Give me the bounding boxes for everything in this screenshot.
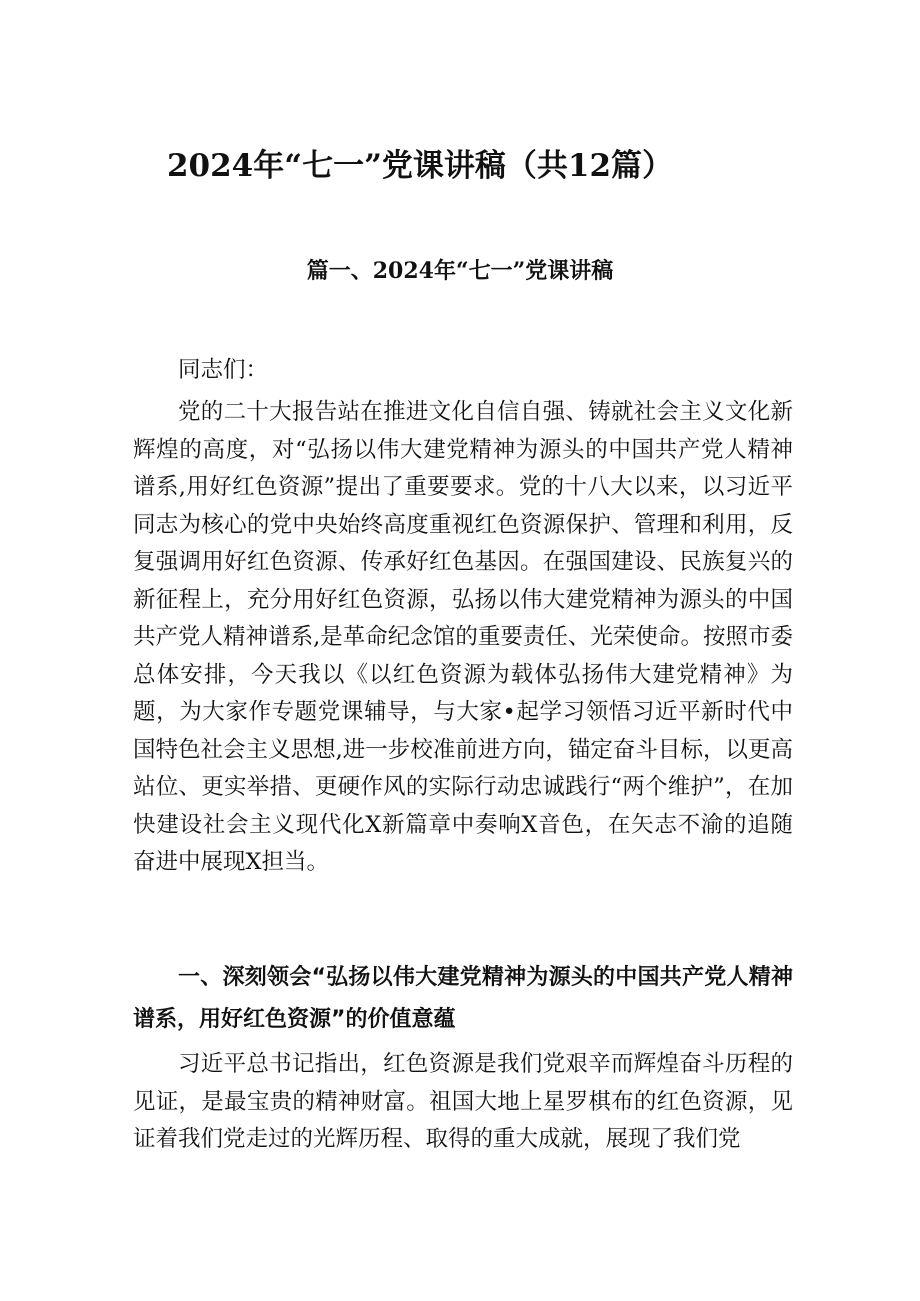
section-heading: 一、深刻领会“弘扬以伟大建党精神为源头的中国共产党人精神谱系，用好红色资源”的价值意蕴 [133,965,793,1032]
document-title: 2024年“七一”党课讲稿（共12篇） [166,148,674,184]
section-title: 篇一、2024年“七一”党课讲稿 [306,258,614,284]
paragraph: 党的二十大报告站在推进文化自信自强、铸就社会主义文化新辉煌的高度，对“弘扬以伟大建党精神为源头的中国共产党人精神谱系,用好红色资源”提出了重要要求。党的十八大以来，以习近平同志为核心的党中央始终高度重视红色资源保护、管理和利用，反复强调用好红色资源、传承好红色基因。在强国建设、民族复兴的新征程上，充分用好红色资源，弘扬以伟大建党精神为源头的中国共产党人精神谱系,是革命纪念馆的重要责任、光荣使命。按照市委总体安排，今天我以《以红色资源为载体弘扬伟大建党精神》为题，为大家作专题党课辅导，与大家•起学习领悟习近平新时代中国特色社会主义思想,进一步校准前进方向，锚定奋斗目标，以更高站位、更实举措、更硬作风的实际行动忠诚践行“两个维护”，在加快建设社会主义现代化X新篇章中奏响X音色，在矢志不渝的追随奋进中展现X担当。 [133,399,793,875]
greeting: 同志们： [178,357,269,383]
paragraph: 习近平总书记指出，红色资源是我们党艰辛而辉煌奋斗历程的见证，是最宝贵的精神财富。祖国大地上星罗棋布的红色资源，见证着我们党走过的光辉历程、取得的重大成就，展现了我们党 [133,1051,793,1152]
